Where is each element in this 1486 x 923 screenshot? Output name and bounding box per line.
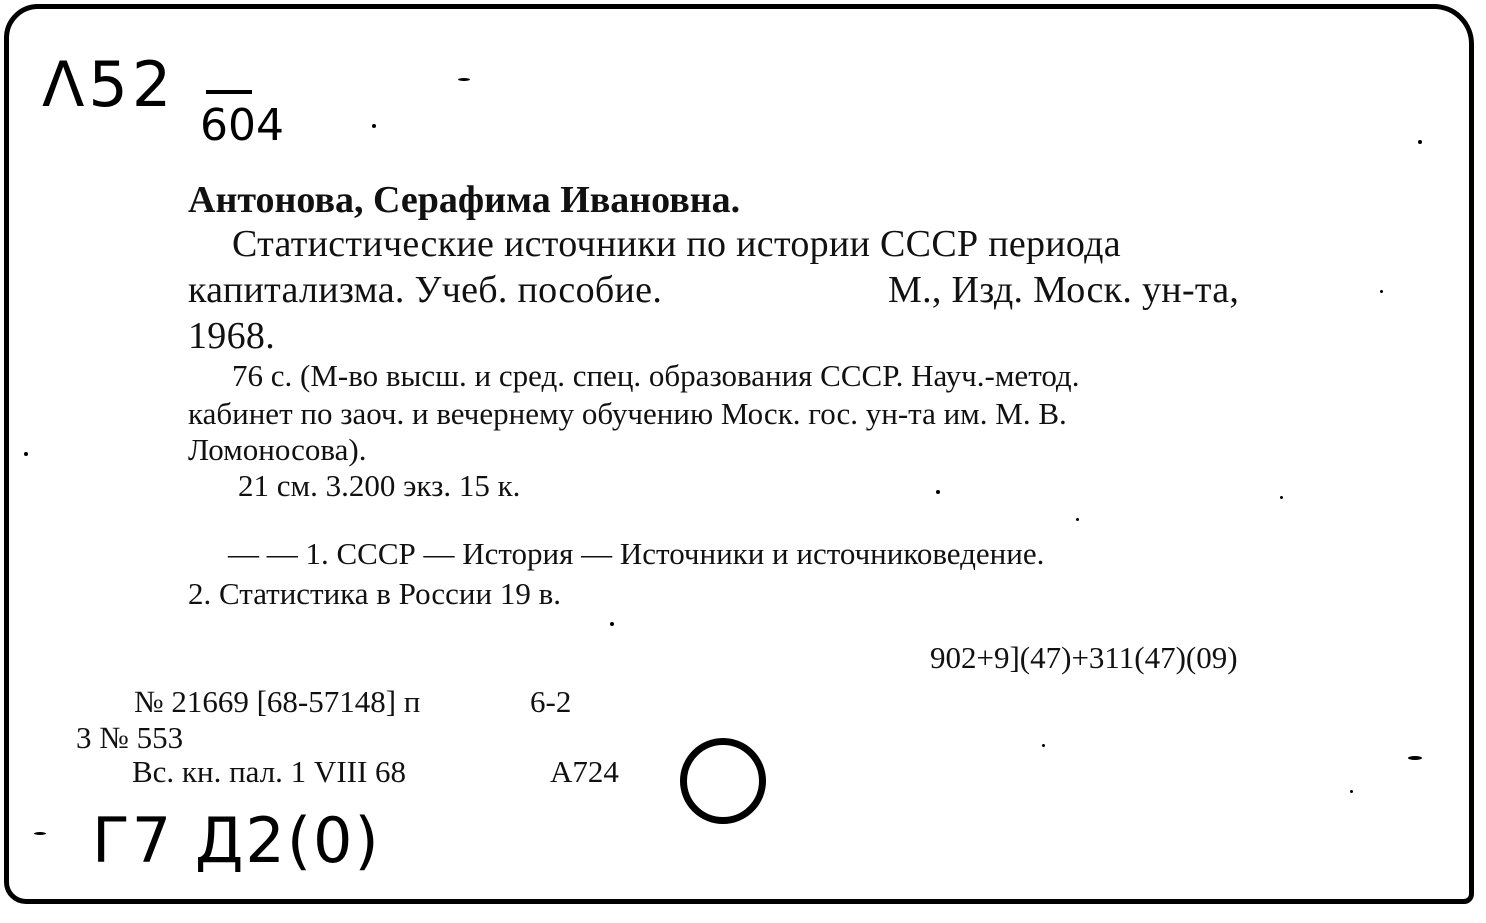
subjects-line-1: — — 1. СССР — История — Источники и источниковедение.	[228, 536, 1045, 571]
speck	[34, 832, 46, 835]
order-number-2: 3 № 553	[76, 720, 184, 755]
series-line-2: кабинет по заоч. и вечернему обучению Моск. гос. ун-та им. М. В.	[188, 396, 1067, 431]
classification-index: 902+9](47)+311(47)(09)	[930, 640, 1238, 675]
subjects-line-2: 2. Статистика в России 19 в.	[188, 576, 561, 611]
author-heading: Антонова, Серафима Ивановна.	[188, 179, 741, 221]
speck	[1418, 140, 1422, 144]
title-line-1: Статистические источники по истории СССР периода	[232, 223, 1121, 265]
publication-year: 1968.	[188, 315, 275, 357]
print-code: А724	[550, 754, 619, 789]
handwritten-shelfmark-sub: 604	[200, 100, 284, 151]
speck	[1280, 496, 1283, 499]
title-line-2: капитализма. Учеб. пособие.	[188, 269, 663, 311]
batch-code: 6-2	[530, 684, 572, 719]
series-line-3: Ломоносова).	[188, 432, 367, 467]
imprint: М., Изд. Моск. ун-та,	[888, 269, 1240, 311]
shelfmark-fraction-line	[206, 90, 252, 94]
speck	[1076, 518, 1079, 521]
order-number: № 21669 [68-57148] п	[134, 684, 421, 719]
speck	[458, 78, 470, 81]
punch-hole	[680, 738, 766, 824]
series-line-1: 76 с. (М-во высш. и сред. спец. образования СССР. Науч.-метод.	[232, 358, 1080, 393]
speck	[372, 124, 376, 128]
handwritten-shelfmark: Λ52	[42, 48, 176, 121]
speck	[610, 622, 614, 626]
speck	[1380, 290, 1383, 293]
physical-description: 21 см. 3.200 экз. 15 к.	[238, 468, 521, 503]
speck	[936, 490, 940, 494]
speck	[1350, 790, 1353, 793]
printing-info: Вс. кн. пал. 1 VIII 68	[132, 754, 407, 789]
speck	[24, 452, 28, 456]
speck	[1408, 756, 1422, 760]
speck	[1042, 744, 1045, 747]
handwritten-note: Г7 Д2(0)	[92, 804, 381, 877]
